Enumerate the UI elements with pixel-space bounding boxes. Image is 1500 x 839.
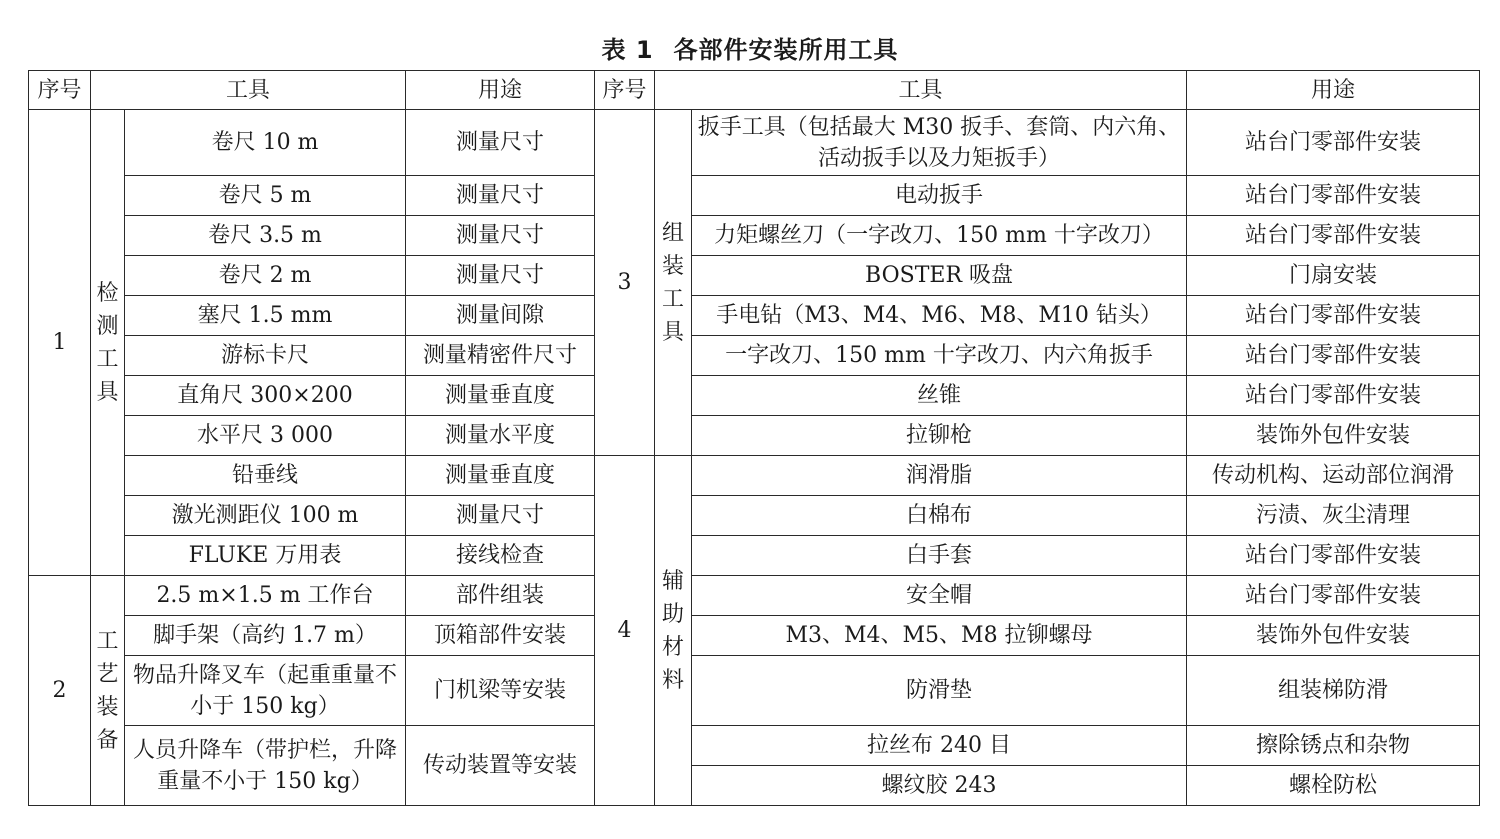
table-row xyxy=(29,616,1480,656)
use-cell: 测量水平度 xyxy=(406,416,595,456)
use-cell: 污渍、灰尘清理 xyxy=(1187,496,1480,536)
tool-cell: 脚手架（高约 1.7 m） xyxy=(125,616,406,656)
use-cell: 站台门零部件安装 xyxy=(1187,376,1480,416)
tool-cell: 2.5 m×1.5 m 工作台 xyxy=(125,576,406,616)
tool-cell: 白棉布 xyxy=(692,496,1187,536)
header-row xyxy=(29,71,1480,110)
tool-cell: 扳手工具（包括最大 M30 扳手、套筒、内六角、活动扳手以及力矩扳手） xyxy=(692,110,1187,176)
tool-cell: 水平尺 3 000 xyxy=(125,416,406,456)
use-cell: 站台门零部件安装 xyxy=(1187,536,1480,576)
table-row xyxy=(29,216,1480,256)
table-row xyxy=(29,416,1480,456)
group-category xyxy=(91,576,125,806)
group-seq: 4 xyxy=(595,456,655,806)
tool-cell: 游标卡尺 xyxy=(125,336,406,376)
use-cell: 测量尺寸 xyxy=(406,176,595,216)
tool-cell: 安全帽 xyxy=(692,576,1187,616)
use-cell: 测量尺寸 xyxy=(406,256,595,296)
tool-cell: 丝锥 xyxy=(692,376,1187,416)
tool-cell: 一字改刀、150 mm 十字改刀、内六角扳手 xyxy=(692,336,1187,376)
header-tool-right: 工具 xyxy=(655,71,1187,110)
table-row xyxy=(29,296,1480,336)
tool-cell: 卷尺 3.5 m xyxy=(125,216,406,256)
use-cell: 测量精密件尺寸 xyxy=(406,336,595,376)
header-tool-left: 工具 xyxy=(91,71,406,110)
use-cell: 站台门零部件安装 xyxy=(1187,176,1480,216)
tool-cell: 拉丝布 240 目 xyxy=(692,726,1187,766)
tool-cell: 电动扳手 xyxy=(692,176,1187,216)
header-seq-right: 序号 xyxy=(595,71,655,110)
use-cell: 测量垂直度 xyxy=(406,456,595,496)
group-seq: 1 xyxy=(29,110,91,576)
use-cell: 站台门零部件安装 xyxy=(1187,110,1480,176)
use-cell: 擦除锈点和杂物 xyxy=(1187,726,1480,766)
tool-cell: 螺纹胶 243 xyxy=(692,766,1187,806)
use-cell: 部件组装 xyxy=(406,576,595,616)
use-cell: 测量尺寸 xyxy=(406,496,595,536)
tool-cell: 力矩螺丝刀（一字改刀、150 mm 十字改刀） xyxy=(692,216,1187,256)
tool-cell: BOSTER 吸盘 xyxy=(692,256,1187,296)
group-seq: 3 xyxy=(595,110,655,456)
tool-cell: 润滑脂 xyxy=(692,456,1187,496)
use-cell: 站台门零部件安装 xyxy=(1187,216,1480,256)
table-row xyxy=(29,176,1480,216)
tool-cell: FLUKE 万用表 xyxy=(125,536,406,576)
table-row xyxy=(29,726,1480,766)
tools-table xyxy=(28,70,1480,806)
group-category-label: 工艺装备 xyxy=(96,628,119,753)
tool-cell: 激光测距仪 100 m xyxy=(125,496,406,536)
use-cell: 组装梯防滑 xyxy=(1187,656,1480,726)
table-row xyxy=(29,376,1480,416)
table-caption xyxy=(0,30,1500,65)
table-title: 各部件安装所用工具 xyxy=(673,36,899,64)
use-cell: 装饰外包件安装 xyxy=(1187,616,1480,656)
tool-cell: 防滑垫 xyxy=(692,656,1187,726)
use-cell: 装饰外包件安装 xyxy=(1187,416,1480,456)
table-row xyxy=(29,256,1480,296)
header-use-left: 用途 xyxy=(406,71,595,110)
group-seq: 2 xyxy=(29,576,91,806)
group-category xyxy=(655,456,692,806)
table-number: 表 1 xyxy=(601,36,654,64)
tool-cell: 铅垂线 xyxy=(125,456,406,496)
tool-cell: 卷尺 10 m xyxy=(125,110,406,176)
table-row xyxy=(29,656,1480,726)
use-cell: 测量间隙 xyxy=(406,296,595,336)
use-cell: 站台门零部件安装 xyxy=(1187,576,1480,616)
use-cell: 传动机构、运动部位润滑 xyxy=(1187,456,1480,496)
group-category xyxy=(91,110,125,576)
use-cell: 传动装置等安装 xyxy=(406,726,595,806)
use-cell: 测量尺寸 xyxy=(406,110,595,176)
tool-cell: 人员升降车（带护栏，升降重量不小于 150 kg） xyxy=(125,726,406,806)
use-cell: 螺栓防松 xyxy=(1187,766,1480,806)
use-cell: 测量尺寸 xyxy=(406,216,595,256)
use-cell: 测量垂直度 xyxy=(406,376,595,416)
table-row xyxy=(29,110,1480,176)
use-cell: 站台门零部件安装 xyxy=(1187,296,1480,336)
tool-cell: 直角尺 300×200 xyxy=(125,376,406,416)
header-use-right: 用途 xyxy=(1187,71,1480,110)
tool-cell: M3、M4、M5、M8 拉铆螺母 xyxy=(692,616,1187,656)
group-category-label: 组装工具 xyxy=(662,220,685,345)
use-cell: 接线检查 xyxy=(406,536,595,576)
tool-cell: 卷尺 2 m xyxy=(125,256,406,296)
tool-cell: 塞尺 1.5 mm xyxy=(125,296,406,336)
tool-cell: 白手套 xyxy=(692,536,1187,576)
table-row xyxy=(29,576,1480,616)
tool-cell: 拉铆枪 xyxy=(692,416,1187,456)
table-row xyxy=(29,536,1480,576)
header-seq-left: 序号 xyxy=(29,71,91,110)
group-category xyxy=(655,110,692,456)
group-category-label: 辅助材料 xyxy=(662,568,685,693)
tool-cell: 物品升降叉车（起重重量不小于 150 kg） xyxy=(125,656,406,726)
table-row xyxy=(29,456,1480,496)
use-cell: 门机梁等安装 xyxy=(406,656,595,726)
group-category-label: 检测工具 xyxy=(96,280,119,405)
use-cell: 顶箱部件安装 xyxy=(406,616,595,656)
use-cell: 门扇安装 xyxy=(1187,256,1480,296)
tool-cell: 手电钻（M3、M4、M6、M8、M10 钻头） xyxy=(692,296,1187,336)
table-row xyxy=(29,336,1480,376)
tool-cell: 卷尺 5 m xyxy=(125,176,406,216)
table-row xyxy=(29,496,1480,536)
use-cell: 站台门零部件安装 xyxy=(1187,336,1480,376)
